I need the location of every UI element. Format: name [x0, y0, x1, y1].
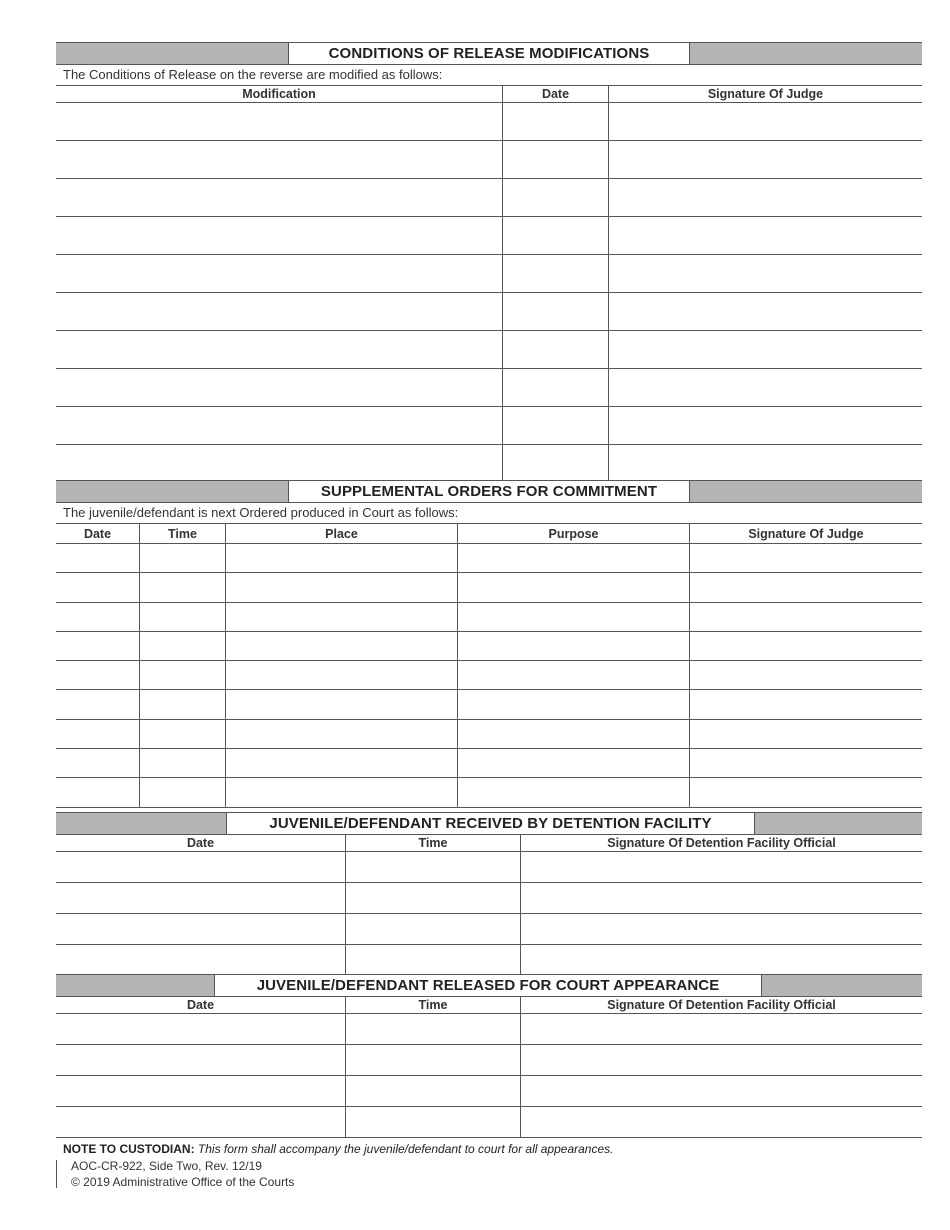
- table-cell[interactable]: [140, 720, 226, 749]
- section-intro: The juvenile/defendant is next Ordered produced in Court as follows:: [56, 503, 922, 524]
- table-cell[interactable]: [521, 1076, 922, 1107]
- conditions-of-release-section: [56, 42, 922, 483]
- table-cell[interactable]: [503, 141, 609, 179]
- table-cell[interactable]: [458, 544, 690, 573]
- table-cell[interactable]: [609, 331, 922, 369]
- table-cell[interactable]: [503, 217, 609, 255]
- released-for-court-section: [56, 974, 922, 1138]
- table-cell[interactable]: [140, 690, 226, 719]
- table-cell[interactable]: [458, 573, 690, 602]
- section-title-bar: [56, 812, 922, 835]
- table-cell[interactable]: [690, 544, 922, 573]
- column-header-date: Date: [503, 86, 609, 103]
- table-cell[interactable]: [503, 293, 609, 331]
- column-header-place: Place: [226, 524, 458, 544]
- table-cell[interactable]: [226, 749, 458, 778]
- table-cell[interactable]: [56, 369, 503, 407]
- table-cell[interactable]: [56, 217, 503, 255]
- table-cell[interactable]: [458, 720, 690, 749]
- note-text: This form shall accompany the juvenile/defendant to court for all appearances.: [197, 1142, 614, 1156]
- table-cell[interactable]: [503, 369, 609, 407]
- table-cell[interactable]: [690, 603, 922, 632]
- table-cell[interactable]: [56, 1076, 346, 1107]
- table-cell[interactable]: [346, 945, 521, 976]
- received-table: [56, 835, 922, 976]
- column-header-date: Date: [56, 997, 346, 1014]
- table-cell[interactable]: [226, 544, 458, 573]
- table-cell[interactable]: [458, 749, 690, 778]
- table-cell[interactable]: [56, 690, 140, 719]
- column-header-time: Time: [140, 524, 226, 544]
- column-header-signature-of-judge: Signature Of Judge: [690, 524, 922, 544]
- form-id: AOC-CR-922, Side Two, Rev. 12/19: [71, 1159, 262, 1173]
- table-cell[interactable]: [346, 1014, 521, 1045]
- table-cell[interactable]: [56, 778, 140, 807]
- section-intro: The Conditions of Release on the reverse are modified as follows:: [56, 65, 922, 86]
- table-cell[interactable]: [56, 544, 140, 573]
- supplemental-orders-section: [56, 480, 922, 808]
- table-cell[interactable]: [609, 217, 922, 255]
- table-cell[interactable]: [346, 1045, 521, 1076]
- table-cell[interactable]: [346, 852, 521, 883]
- table-cell[interactable]: [226, 690, 458, 719]
- column-header-signature-official: Signature Of Detention Facility Official: [521, 835, 922, 852]
- table-cell[interactable]: [690, 573, 922, 602]
- commitment-table: [56, 524, 922, 808]
- table-cell[interactable]: [226, 661, 458, 690]
- table-cell[interactable]: [609, 293, 922, 331]
- table-cell[interactable]: [609, 407, 922, 445]
- released-table: [56, 997, 922, 1138]
- section-title: JUVENILE/DEFENDANT RECEIVED BY DETENTION FACILITY: [226, 813, 755, 834]
- table-cell[interactable]: [56, 945, 346, 976]
- section-title-bar: [56, 480, 922, 503]
- table-cell[interactable]: [56, 720, 140, 749]
- table-cell[interactable]: [503, 255, 609, 293]
- table-cell[interactable]: [56, 331, 503, 369]
- table-cell[interactable]: [56, 1014, 346, 1045]
- modifications-table: [56, 86, 922, 483]
- table-cell[interactable]: [609, 103, 922, 141]
- table-cell[interactable]: [521, 1045, 922, 1076]
- section-title: SUPPLEMENTAL ORDERS FOR COMMITMENT: [288, 481, 690, 502]
- section-title-bar: [56, 974, 922, 997]
- table-cell[interactable]: [458, 778, 690, 807]
- table-cell[interactable]: [226, 573, 458, 602]
- table-cell[interactable]: [140, 749, 226, 778]
- table-cell[interactable]: [609, 255, 922, 293]
- table-cell[interactable]: [56, 179, 503, 217]
- table-cell[interactable]: [346, 1076, 521, 1107]
- table-cell[interactable]: [226, 603, 458, 632]
- table-cell[interactable]: [503, 331, 609, 369]
- table-cell[interactable]: [690, 749, 922, 778]
- table-cell[interactable]: [690, 632, 922, 661]
- table-cell[interactable]: [56, 749, 140, 778]
- column-header-time: Time: [346, 835, 521, 852]
- table-cell[interactable]: [56, 141, 503, 179]
- note-label: NOTE TO CUSTODIAN:: [63, 1142, 195, 1156]
- table-cell[interactable]: [226, 778, 458, 807]
- table-cell[interactable]: [503, 407, 609, 445]
- note-to-custodian: [63, 1142, 613, 1156]
- table-cell[interactable]: [56, 445, 503, 483]
- table-cell[interactable]: [690, 661, 922, 690]
- table-cell[interactable]: [140, 573, 226, 602]
- table-cell[interactable]: [521, 945, 922, 976]
- table-cell[interactable]: [521, 852, 922, 883]
- column-header-signature-of-judge: Signature Of Judge: [609, 86, 922, 103]
- table-cell[interactable]: [609, 445, 922, 483]
- table-cell[interactable]: [503, 445, 609, 483]
- table-cell[interactable]: [458, 690, 690, 719]
- table-cell[interactable]: [56, 255, 503, 293]
- table-cell[interactable]: [346, 914, 521, 945]
- table-cell[interactable]: [521, 1014, 922, 1045]
- table-cell[interactable]: [690, 778, 922, 807]
- column-header-time: Time: [346, 997, 521, 1014]
- table-cell[interactable]: [140, 661, 226, 690]
- table-cell[interactable]: [140, 544, 226, 573]
- table-cell[interactable]: [56, 1045, 346, 1076]
- table-cell[interactable]: [346, 1107, 521, 1138]
- section-title-bar: [56, 42, 922, 65]
- table-cell[interactable]: [521, 1107, 922, 1138]
- table-cell[interactable]: [56, 632, 140, 661]
- table-cell[interactable]: [458, 661, 690, 690]
- table-cell[interactable]: [56, 103, 503, 141]
- table-cell[interactable]: [56, 603, 140, 632]
- table-cell[interactable]: [458, 632, 690, 661]
- table-cell[interactable]: [609, 179, 922, 217]
- copyright: © 2019 Administrative Office of the Courts: [71, 1175, 295, 1189]
- table-cell[interactable]: [503, 103, 609, 141]
- section-title: CONDITIONS OF RELEASE MODIFICATIONS: [288, 43, 690, 64]
- table-cell[interactable]: [56, 852, 346, 883]
- column-header-modification: Modification: [56, 86, 503, 103]
- table-cell[interactable]: [346, 883, 521, 914]
- table-cell[interactable]: [56, 883, 346, 914]
- table-cell[interactable]: [56, 661, 140, 690]
- column-header-signature-official: Signature Of Detention Facility Official: [521, 997, 922, 1014]
- table-cell[interactable]: [140, 778, 226, 807]
- table-cell[interactable]: [609, 369, 922, 407]
- left-rule: [56, 1160, 57, 1188]
- table-cell[interactable]: [690, 690, 922, 719]
- table-cell[interactable]: [609, 141, 922, 179]
- table-cell[interactable]: [56, 407, 503, 445]
- table-cell[interactable]: [56, 293, 503, 331]
- table-cell[interactable]: [140, 603, 226, 632]
- table-cell[interactable]: [56, 914, 346, 945]
- table-cell[interactable]: [503, 179, 609, 217]
- column-header-purpose: Purpose: [458, 524, 690, 544]
- table-cell[interactable]: [56, 573, 140, 602]
- received-by-detention-section: [56, 812, 922, 976]
- table-cell[interactable]: [226, 632, 458, 661]
- section-title: JUVENILE/DEFENDANT RELEASED FOR COURT APPEARANCE: [214, 975, 762, 996]
- column-header-date: Date: [56, 835, 346, 852]
- table-cell[interactable]: [56, 1107, 346, 1138]
- column-header-date: Date: [56, 524, 140, 544]
- table-cell[interactable]: [458, 603, 690, 632]
- table-cell[interactable]: [140, 632, 226, 661]
- table-cell[interactable]: [226, 720, 458, 749]
- table-cell[interactable]: [521, 914, 922, 945]
- table-cell[interactable]: [521, 883, 922, 914]
- table-cell[interactable]: [690, 720, 922, 749]
